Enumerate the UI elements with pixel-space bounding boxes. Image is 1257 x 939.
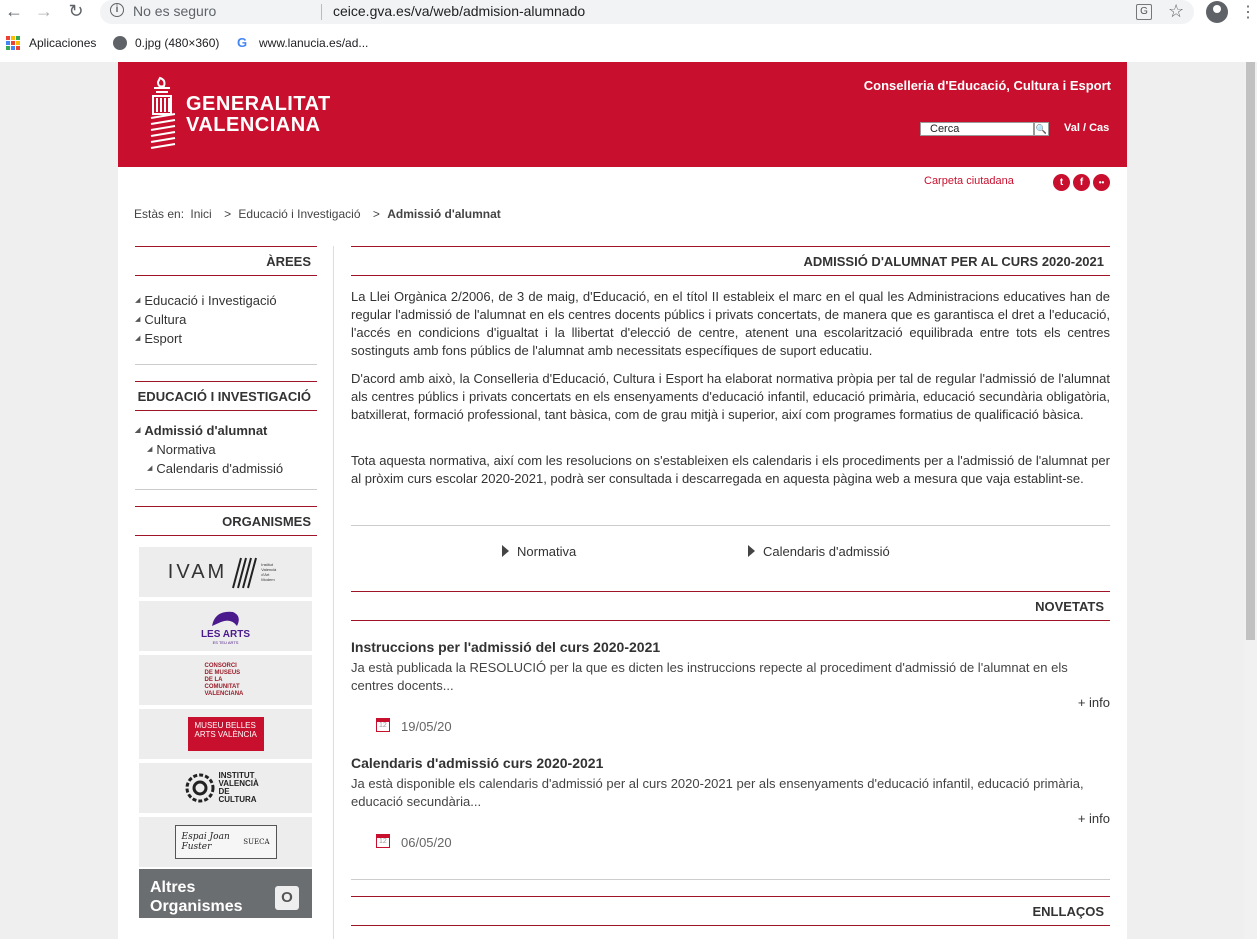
- browser-nav-bar: [0, 0, 1257, 24]
- google-icon: G: [237, 35, 248, 50]
- institut-valencia-cultura-logo[interactable]: [139, 763, 312, 813]
- content-divider: [351, 525, 1110, 526]
- les-arts-mark-icon: [209, 608, 243, 630]
- calendar-icon: [376, 834, 390, 848]
- url-text[interactable]: ceice.gva.es/va/web/admision-alumnado: [333, 3, 586, 19]
- espai-joan-fuster-logo[interactable]: [139, 817, 312, 867]
- altres-line-2: Organismes: [150, 898, 243, 915]
- les-arts-text: LES ARTS: [200, 628, 251, 640]
- altres-organismes-button[interactable]: [139, 869, 312, 918]
- page-scrollbar[interactable]: [1244, 62, 1257, 939]
- museu-belles-arts-text: MUSEU BELLES ARTS VALÈNCIA: [188, 717, 264, 751]
- enllacos-title: ENLLAÇOS: [351, 896, 1110, 926]
- sidebar-item-esport[interactable]: ◢ Esport: [135, 331, 182, 346]
- breadcrumb-separator: >: [372, 207, 380, 221]
- altres-organismes-label: [150, 878, 242, 916]
- news-item-date: 06/05/20: [401, 835, 452, 850]
- content-divider: [351, 879, 1110, 880]
- sidebar-item-educacio[interactable]: ◢ Educació i Investigació: [135, 293, 277, 308]
- breadcrumb-current: Admissió d'alumnat: [387, 207, 501, 221]
- search-input[interactable]: Cerca: [920, 122, 1034, 136]
- museu-belles-arts-logo[interactable]: [139, 709, 312, 759]
- ivc-text: INSTITUT VALENCIÀ DE CULTURA: [218, 771, 259, 804]
- bookmark-star-icon[interactable]: ☆: [1168, 1, 1185, 21]
- address-divider: [321, 4, 322, 20]
- conselleria-name: Conselleria d'Educació, Cultura i Esport: [863, 78, 1111, 93]
- breadcrumb-educacio[interactable]: Educació i Investigació: [238, 207, 361, 221]
- generalitat-logo-icon[interactable]: [146, 76, 180, 150]
- column-divider: [333, 246, 334, 939]
- bookmark-lanucia[interactable]: www.lanucia.es/ad...: [259, 36, 369, 50]
- novetats-title: NOVETATS: [351, 591, 1110, 621]
- sidebar-item-admissio[interactable]: ◢ Admissió d'alumnat: [135, 423, 267, 438]
- page-title: ADMISSIÓ D'ALUMNAT PER AL CURS 2020-2021: [351, 246, 1110, 276]
- profile-avatar-icon[interactable]: [1206, 1, 1228, 23]
- sidebar-divider: [135, 489, 317, 490]
- consorci-text: CONSORCI DE MUSEUS DE LA COMUNITAT VALENCIANA: [204, 662, 244, 697]
- search-icon[interactable]: 🔍: [1035, 124, 1048, 134]
- les-arts-logo[interactable]: [139, 601, 312, 651]
- apps-grid-icon: [6, 36, 20, 50]
- reload-icon[interactable]: ↻: [68, 1, 84, 21]
- globe-icon: [113, 36, 127, 50]
- calendaris-link[interactable]: Calendaris d'admissió: [748, 544, 890, 559]
- breadcrumb-prefix: Estàs en:: [134, 207, 185, 221]
- sidebar-areas-title: ÀREES: [135, 246, 317, 276]
- language-switch[interactable]: Val / Cas: [1064, 122, 1110, 134]
- news-item-title[interactable]: Instruccions per l'admissió del curs 2020-2021: [351, 639, 661, 655]
- scrollbar-thumb[interactable]: [1246, 62, 1255, 640]
- bookmark-apps[interactable]: Aplicaciones: [29, 36, 97, 50]
- generalitat-logo-text[interactable]: [186, 94, 331, 136]
- ivam-mark-icon: [231, 554, 259, 590]
- sidebar-organismes-title: ORGANISMES: [135, 506, 317, 536]
- calendar-icon: [376, 718, 390, 732]
- normativa-link[interactable]: Normativa: [502, 544, 576, 559]
- espai-joan-fuster-frame: [175, 825, 277, 859]
- carpeta-ciutadana-link[interactable]: Carpeta ciutadana: [924, 175, 1014, 187]
- sidebar-item-normativa[interactable]: ◢ Normativa: [147, 442, 216, 457]
- sidebar-item-calendaris[interactable]: ◢ Calendaris d'admissió: [147, 461, 283, 476]
- twitter-icon[interactable]: t: [1053, 174, 1070, 191]
- ivam-logo-text: IVAM: [167, 560, 228, 583]
- breadcrumb: [134, 207, 504, 221]
- browser-menu-icon[interactable]: ⋮: [1240, 4, 1256, 21]
- browser-chrome: [0, 0, 1257, 62]
- facebook-icon[interactable]: f: [1073, 174, 1090, 191]
- ivc-mark-icon: [185, 773, 215, 803]
- espai-text: Espai Joan Fuster: [181, 832, 230, 852]
- news-item-body: Ja està publicada la RESOLUCIÓ per la que es dicten les instruccions repecte al procediment d'admissió de l'alumnat en els centres docents...: [351, 660, 1068, 693]
- breadcrumb-inici[interactable]: Inici: [190, 207, 212, 221]
- news-item-date: 19/05/20: [401, 719, 452, 734]
- flickr-icon[interactable]: ••: [1093, 174, 1110, 191]
- address-bar[interactable]: [100, 0, 1194, 24]
- intro-paragraph-1: La Llei Orgànica 2/2006, de 3 de maig, d'Educació, en el títol II estableix el marc en el qual les Administracions educatives han de regular l'admissió de l'alumnat en els centres docents públics i privats concertats, de manera que es garantisca el dret a l'educació, l'accés en condicions d'igualtat i la llibertat d'elecció de centre, atenent una escolarització equilibrada entre tots els centres sostinguts amb fons públics de l'alumnat amb necessitats específiques de suport educatiu.: [351, 289, 1110, 358]
- bookmarks-bar: [0, 33, 1257, 53]
- logo-line-2: VALENCIANA: [186, 114, 321, 136]
- logo-line-1: GENERALITAT: [186, 93, 331, 115]
- forward-arrow-icon[interactable]: →: [35, 1, 53, 21]
- sidebar-divider: [135, 364, 317, 365]
- news-item-body: Ja està disponible els calendaris d'admissió per al curs 2020-2021 per als ensenyaments d'educació infantil, educació primària, educació secundària...: [351, 776, 1084, 809]
- les-arts-subtitle: ES TEU ARTS: [212, 639, 239, 645]
- sueca-text: SUECA: [243, 838, 270, 846]
- translate-icon[interactable]: G: [1136, 4, 1152, 20]
- site-header: [118, 62, 1127, 167]
- altres-badge-icon: O: [275, 886, 299, 910]
- ivam-subtitle: Institut Valencià d'Art Modern: [261, 562, 277, 582]
- altres-line-1: Altres: [150, 879, 196, 896]
- intro-paragraph-3: Tota aquesta normativa, així com les resolucions on s'estableixen els calendaris i els procediments per a l'admissió de l'alumnat per al pròxim curs escolar 2020-2021, podrà ser consultada i descarregada en aquesta pàgina web a mesura que vaja establint-se.: [351, 453, 1110, 486]
- intro-paragraph-2: D'acord amb això, la Conselleria d'Educació, Cultura i Esport ha elaborat normativa pròpia per tal de regular l'admissió de l'alumnat als centres públics i privats concertats en els ensenyaments d'educació infantil, educació primària, educació secundària obligatòria, batxillerat, formació professional, tant bàsica, com de grau mitjà i superior, així com programes formatius de qualificació bàsica.: [351, 371, 1110, 422]
- insecure-label: No es seguro: [133, 3, 217, 19]
- page-container: [118, 62, 1127, 939]
- info-icon[interactable]: i: [110, 3, 124, 17]
- breadcrumb-separator: >: [224, 207, 232, 221]
- ivam-logo[interactable]: [139, 547, 312, 597]
- back-arrow-icon[interactable]: ←: [5, 1, 23, 21]
- news-item-title[interactable]: Calendaris d'admissió curs 2020-2021: [351, 755, 604, 771]
- more-info-link[interactable]: + info: [1077, 695, 1110, 710]
- more-info-link[interactable]: + info: [1077, 811, 1110, 826]
- sidebar-edu-title: EDUCACIÓ I INVESTIGACIÓ: [135, 381, 317, 411]
- bookmark-image[interactable]: 0.jpg (480×360): [135, 36, 220, 50]
- sidebar-item-cultura[interactable]: ◢ Cultura: [135, 312, 186, 327]
- consorci-museus-logo[interactable]: [139, 655, 312, 705]
